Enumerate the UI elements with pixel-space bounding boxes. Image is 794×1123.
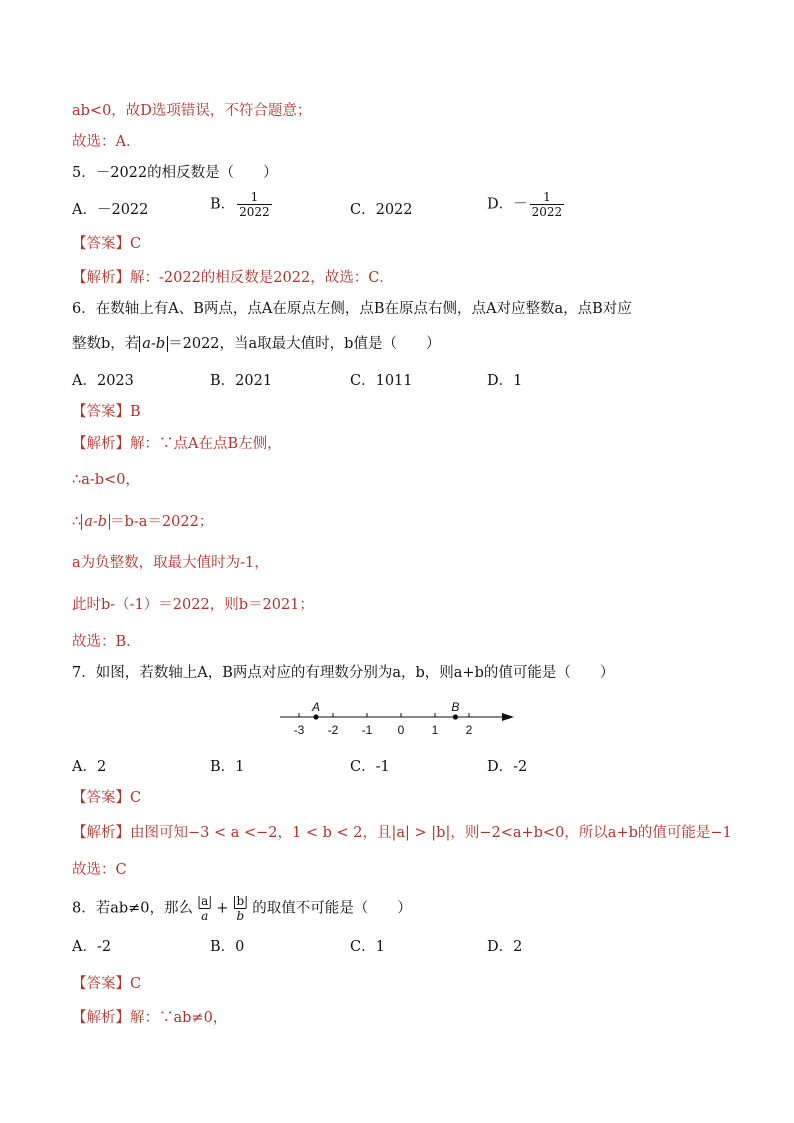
fraction	[530, 190, 565, 219]
q6-option-d: D．1	[487, 373, 523, 389]
q7-option-a: A．2	[72, 759, 107, 775]
q8-answer: 【答案】C	[72, 976, 142, 992]
text-line: a为负整数，取最大值时为-1，	[72, 555, 269, 571]
q7-option-c: C．-1	[350, 759, 390, 775]
q7-final: 故选：C	[72, 862, 127, 878]
q6-option-b: B．2021	[210, 373, 273, 389]
text-line: 此时b-（-1）＝2022，则b＝2021；	[72, 597, 314, 613]
number-line-figure	[270, 696, 530, 746]
q5-option-a: A．－2022	[72, 202, 149, 218]
q8-option-c: C．1	[350, 939, 385, 955]
tick-label: 2	[465, 723, 473, 737]
text-span: ＝b-a＝2022；	[110, 514, 214, 530]
q7-option-b: B．1	[210, 759, 245, 775]
tick-label: -3	[293, 723, 305, 737]
text-line: 故选：A．	[72, 134, 141, 150]
question-5: 5．－2022的相反数是（ ）	[72, 165, 278, 181]
q6-option-c: C．1011	[350, 373, 413, 389]
text-span: 8．若ab≠0，那么	[72, 900, 194, 917]
fraction	[195, 894, 214, 923]
explanation-tag: 【解析】	[72, 825, 130, 841]
text-line: ab<0，故D选项错误，不符合题意；	[72, 103, 312, 119]
explanation-text: 由图可知−3 < a <−2，1 < b < 2，且|a| > |b|，则−2<a+b<0，所以a+b的值可能是−1	[130, 825, 732, 841]
fraction-numerator: |b|	[232, 894, 249, 908]
q6-answer: 【答案】B	[72, 404, 141, 420]
point-b	[453, 714, 458, 719]
point-label: B	[451, 700, 460, 714]
q5-option-b	[210, 190, 274, 219]
q8-option-a: A．-2	[72, 939, 112, 955]
text-span: 的取值不可能是（ ）	[252, 900, 412, 917]
q5-option-c: C．2022	[350, 202, 413, 218]
fraction-denominator: a	[201, 909, 209, 923]
point-a	[313, 714, 318, 719]
absolute-value: a-b	[81, 514, 110, 530]
fraction-numerator: |a|	[197, 894, 213, 908]
fraction-numerator: 1	[250, 190, 259, 204]
q6-final: 故选：B．	[72, 634, 141, 650]
q6-explanation	[72, 434, 282, 454]
fraction-denominator: 2022	[531, 205, 563, 219]
tick-label: -2	[327, 723, 339, 737]
tick-label: -1	[361, 723, 373, 737]
tick-label: 0	[397, 723, 405, 737]
fraction-numerator: 1	[543, 190, 551, 204]
question-8	[72, 894, 412, 923]
text-line: ∴a-b<0，	[72, 472, 140, 488]
explanation-tag: 【解析】	[72, 1010, 130, 1026]
q6-option-a: A．2023	[72, 373, 134, 389]
plus-sign: +	[216, 900, 229, 917]
q7-option-d: D．-2	[487, 759, 528, 775]
fraction	[237, 190, 272, 219]
explanation-text: 解：-2022的相反数是2022，故选：C．	[130, 270, 394, 286]
explanation-tag: 【解析】	[72, 270, 130, 286]
q8-explanation	[72, 1008, 227, 1028]
absolute-value: a-b	[139, 336, 168, 352]
fraction-denominator: 2022	[239, 205, 270, 219]
point-label: A	[311, 700, 321, 714]
q7-answer: 【答案】C	[72, 790, 142, 806]
text-span: ∴	[72, 514, 82, 530]
explanation-text: 解：∵点A在点B左侧，	[130, 436, 282, 452]
q7-explanation	[72, 823, 732, 843]
text-span: 整数b，若	[72, 336, 140, 352]
q5-answer: 【答案】C	[72, 236, 142, 252]
option-letter: B．	[210, 196, 236, 213]
option-letter: D．－	[487, 196, 528, 213]
q5-option-d	[487, 190, 566, 219]
question-7: 7．如图，若数轴上A，B两点对应的有理数分别为a，b，则a+b的值可能是（ ）	[72, 665, 615, 681]
explanation-tag: 【解析】	[72, 436, 130, 452]
explanation-text: 解：∵ab≠0，	[130, 1010, 228, 1026]
text-line	[72, 512, 213, 532]
q5-explanation	[72, 268, 394, 288]
fraction	[230, 894, 250, 923]
axis-arrow-icon	[502, 713, 514, 721]
q8-option-d: D．2	[487, 939, 523, 955]
q8-option-b: B．0	[210, 939, 245, 955]
tick-label: 1	[431, 723, 439, 737]
text-span: ＝2022，当a取最大值时，b值是（ ）	[168, 336, 441, 352]
question-6-line2	[72, 334, 440, 354]
question-6-line1: 6．在数轴上有A、B两点，点A在原点左侧，点B在原点右侧，点A对应整数a，点B对应	[72, 301, 632, 317]
fraction-denominator: b	[236, 909, 245, 923]
